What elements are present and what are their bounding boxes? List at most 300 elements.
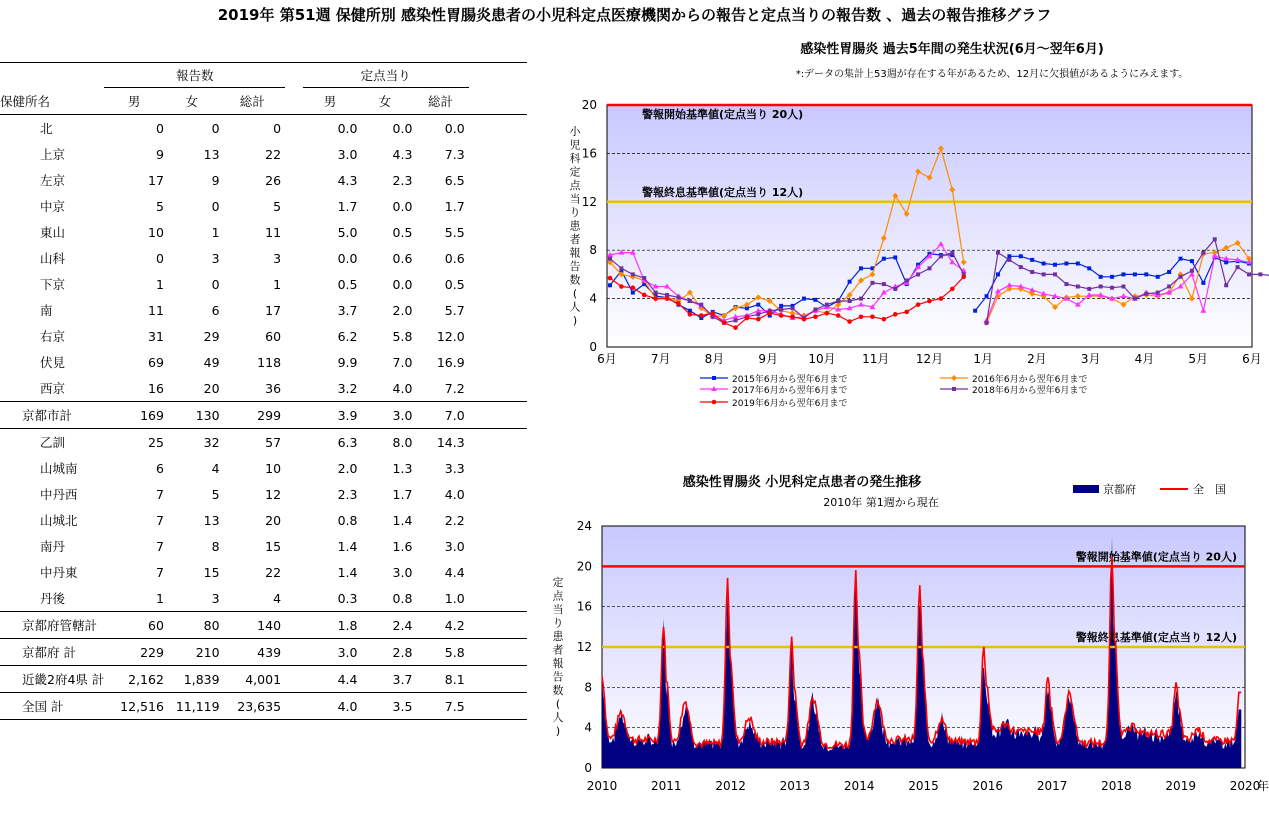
data-point	[928, 266, 932, 270]
data-point	[1247, 272, 1251, 276]
row-name: 右京	[40, 329, 66, 344]
data-point	[1030, 258, 1034, 262]
rate-cell: 0.0	[444, 120, 465, 136]
data-point	[1053, 263, 1057, 267]
rate-cell: 8.0	[392, 434, 413, 450]
data-point	[882, 317, 887, 322]
data-point	[1133, 272, 1137, 276]
count-cell: 0	[211, 198, 220, 214]
x-axis-label: 年	[1257, 779, 1269, 793]
count-cell: 1	[273, 276, 282, 292]
rate-cell: 7.0	[392, 354, 413, 370]
rate-cell: 1.7	[392, 486, 413, 502]
x-tick-label: 11月	[862, 352, 890, 366]
data-point	[665, 296, 670, 301]
x-tick-label: 7月	[650, 352, 671, 366]
rate-cell: 0.3	[337, 590, 358, 606]
rate-cell: 3.0	[337, 146, 358, 162]
count-cell: 15	[265, 538, 282, 554]
row-name: 近畿2府4県 計	[22, 672, 105, 687]
table-row	[0, 481, 527, 507]
data-point	[1179, 275, 1183, 279]
data-point	[722, 321, 727, 326]
data-point	[1110, 275, 1114, 279]
rate-cell: 7.3	[444, 146, 465, 162]
count-cell: 6	[155, 460, 164, 476]
data-point	[893, 287, 897, 291]
chart1-title: 感染性胃腸炎 過去5年間の発生状況(6月～翌年6月)	[800, 42, 1104, 57]
data-point	[1224, 283, 1228, 287]
rate-cell: 4.4	[444, 564, 465, 580]
data-point	[905, 278, 909, 282]
row-name: 東山	[40, 225, 66, 240]
table-row	[0, 455, 527, 481]
count-cell: 0	[211, 276, 220, 292]
rate-cell: 4.0	[392, 380, 413, 396]
data-point	[859, 266, 863, 270]
y-tick-label: 4	[589, 291, 597, 306]
data-point	[1087, 266, 1091, 270]
data-point	[608, 257, 612, 261]
data-point	[779, 304, 783, 308]
row-name: 伏見	[40, 355, 66, 370]
table-row	[0, 323, 527, 349]
y-tick-label: 0	[584, 761, 592, 775]
data-point	[734, 318, 738, 322]
count-cell: 22	[265, 146, 282, 162]
threshold-label: 警報開始基準値(定点当り 20人)	[1075, 550, 1237, 564]
y-tick-label: 12	[581, 194, 597, 209]
legend-label: 2016年6月から翌年6月まで	[972, 375, 1088, 385]
count-cell: 1	[155, 276, 164, 292]
table-row	[0, 271, 527, 297]
x-tick-label: 2016	[972, 779, 1004, 793]
row-name: 中京	[40, 199, 66, 214]
five-year-chart	[560, 35, 1260, 455]
row-name: 乙訓	[40, 435, 66, 450]
data-point	[996, 272, 1000, 276]
rate-cell: 14.3	[436, 434, 465, 450]
data-point	[710, 311, 715, 316]
data-point	[676, 301, 681, 306]
count-cell: 7	[155, 512, 164, 528]
y-axis-label: 小児科定点当り患者報告数(人)	[569, 125, 581, 327]
row-name: 京都府 計	[22, 645, 76, 660]
data-point	[654, 291, 658, 295]
row-name: 全国 計	[22, 699, 64, 714]
data-point	[882, 257, 886, 261]
row-name: 南丹	[40, 539, 66, 554]
data-point	[836, 313, 841, 318]
data-point	[848, 299, 852, 303]
data-point	[631, 272, 635, 276]
data-point	[904, 310, 909, 315]
x-tick-label: 4月	[1134, 352, 1155, 366]
count-cell: 1	[155, 590, 164, 606]
data-point	[836, 299, 840, 303]
data-point	[619, 266, 623, 270]
column-header-total: 総計	[239, 94, 265, 109]
count-cell: 3	[211, 250, 220, 266]
legend-item	[700, 373, 847, 385]
count-cell: 1,839	[183, 671, 220, 687]
table-row	[0, 533, 527, 559]
row-name: 北	[40, 121, 53, 136]
rate-cell: 0.0	[392, 120, 413, 136]
x-tick-label: 6月	[597, 352, 617, 366]
x-tick-label: 2014	[843, 779, 875, 793]
count-cell: 23,635	[237, 698, 282, 714]
data-point	[870, 314, 875, 319]
x-tick-label: 1月	[973, 352, 994, 366]
data-point	[985, 294, 989, 298]
rate-cell: 0.8	[392, 590, 413, 606]
y-tick-label: 4	[584, 720, 592, 735]
rate-cell: 3.0	[444, 538, 465, 554]
count-cell: 140	[257, 617, 282, 633]
count-cell: 13	[203, 512, 220, 528]
data-point	[756, 312, 760, 316]
row-name: 西京	[40, 381, 66, 396]
data-point	[1019, 254, 1023, 258]
chart2-subtitle: 2010年 第1週から現在	[823, 496, 939, 509]
legend-label: 全 国	[1193, 483, 1226, 496]
data-point	[813, 314, 818, 319]
data-point	[790, 314, 795, 319]
data-point	[813, 307, 817, 311]
data-point	[699, 303, 703, 307]
data-point	[779, 307, 783, 311]
count-cell: 15	[203, 564, 220, 580]
count-cell: 26	[265, 172, 282, 188]
count-cell: 57	[265, 434, 282, 450]
rate-cell: 6.3	[337, 434, 358, 450]
column-header-female: 女	[185, 94, 198, 109]
data-point	[848, 280, 852, 284]
data-point	[1167, 270, 1171, 274]
count-cell: 10	[148, 224, 164, 240]
data-point	[1167, 285, 1171, 289]
data-point	[1110, 286, 1114, 290]
data-point	[939, 296, 944, 301]
data-point	[882, 282, 886, 286]
count-cell: 5	[155, 198, 164, 214]
count-cell: 5	[273, 198, 282, 214]
table-row	[0, 507, 527, 533]
count-cell: 7	[155, 486, 164, 502]
table-row	[0, 141, 527, 167]
data-point	[825, 311, 830, 316]
data-point	[893, 255, 897, 259]
data-point	[1076, 285, 1080, 289]
count-cell: 31	[148, 328, 164, 344]
count-cell: 36	[265, 380, 282, 396]
table-row	[0, 402, 527, 429]
column-header-male: 男	[127, 94, 141, 109]
rate-cell: 2.3	[337, 486, 358, 502]
data-point	[1064, 262, 1068, 266]
rate-cell: 0.6	[392, 250, 413, 266]
rate-cell: 7.0	[444, 407, 465, 423]
rate-cell: 1.4	[337, 538, 358, 554]
rate-cell: 0.0	[392, 198, 413, 214]
rate-cell: 0.5	[444, 276, 465, 292]
y-tick-label: 0	[589, 340, 597, 354]
count-cell: 0	[155, 120, 164, 136]
count-cell: 118	[257, 354, 282, 370]
row-name: 丹後	[40, 591, 66, 606]
data-point	[608, 283, 612, 287]
table-row	[0, 297, 527, 323]
count-cell: 12	[265, 486, 282, 502]
legend-item	[700, 384, 847, 396]
table-row	[0, 612, 527, 639]
data-point	[859, 314, 864, 319]
rate-cell: 7.2	[444, 380, 465, 396]
rate-cell: 3.0	[337, 644, 358, 660]
table-row	[0, 666, 527, 693]
data-point	[1258, 272, 1262, 276]
y-tick-label: 20	[576, 559, 592, 574]
count-cell: 130	[195, 407, 220, 423]
data-point	[859, 297, 863, 301]
rate-cell: 0.0	[392, 276, 413, 292]
chart1-note: *:データの集計上53週が存在する年があるため、12月に欠損値があるようにみえます。	[795, 69, 1189, 80]
rate-cell: 9.9	[337, 354, 358, 370]
count-cell: 25	[148, 434, 164, 450]
data-point	[950, 287, 955, 292]
y-axis-label: 定点当り患者報告数(人)	[552, 576, 564, 738]
rate-cell: 0.0	[337, 120, 358, 136]
rate-cell: 0.5	[337, 276, 358, 292]
legend-item	[940, 373, 1087, 385]
count-cell: 6	[211, 302, 220, 318]
count-cell: 60	[148, 617, 164, 633]
count-cell: 69	[148, 354, 164, 370]
legend-label: 京都府	[1103, 483, 1136, 496]
count-cell: 5	[211, 486, 220, 502]
rate-cell: 5.5	[444, 224, 465, 240]
x-tick-label: 2月	[1027, 352, 1047, 366]
table-row	[0, 585, 527, 612]
count-cell: 17	[265, 302, 282, 318]
count-cell: 299	[257, 407, 282, 423]
x-tick-label: 8月	[704, 352, 725, 366]
rate-cell: 16.9	[436, 354, 465, 370]
group-header-count: 報告数	[104, 63, 285, 88]
x-tick-label: 3月	[1080, 352, 1101, 366]
rate-cell: 12.0	[436, 328, 465, 344]
data-point	[813, 298, 817, 302]
data-point	[756, 303, 760, 307]
x-tick-label: 2011	[651, 779, 682, 793]
count-cell: 17	[148, 172, 164, 188]
x-tick-label: 2017	[1036, 779, 1068, 793]
data-point	[642, 276, 646, 280]
table-row	[0, 167, 527, 193]
rate-cell: 0.6	[444, 250, 465, 266]
rate-cell: 5.8	[392, 328, 413, 344]
rate-cell: 2.8	[392, 644, 413, 660]
x-tick-label: 6月	[1242, 352, 1262, 366]
rate-cell: 3.0	[392, 407, 413, 423]
count-cell: 9	[155, 146, 164, 162]
rate-cell: 4.0	[337, 698, 358, 714]
count-cell: 3	[211, 590, 220, 606]
table-row	[0, 193, 527, 219]
x-tick-label: 2018	[1101, 779, 1132, 793]
count-cell: 20	[265, 512, 282, 528]
data-point	[1053, 272, 1057, 276]
data-point	[608, 276, 613, 281]
y-tick-label: 8	[584, 680, 592, 695]
data-point	[1064, 282, 1068, 286]
rate-cell: 2.3	[392, 172, 413, 188]
column-header-name: 保健所名	[0, 93, 51, 109]
data-point	[1213, 237, 1217, 241]
count-cell: 0	[211, 120, 220, 136]
column-header-female-rate: 女	[378, 94, 392, 109]
threshold-label: 警報終息基準値(定点当り 12人)	[1075, 631, 1237, 644]
data-point	[1099, 275, 1103, 279]
rate-cell: 1.3	[392, 460, 413, 476]
data-point	[1030, 270, 1034, 274]
rate-cell: 2.0	[337, 460, 358, 476]
rate-cell: 4.3	[392, 146, 413, 162]
table-row	[0, 559, 527, 585]
legend-item	[700, 397, 847, 409]
report-table	[0, 62, 527, 720]
rate-cell: 4.0	[444, 486, 465, 502]
column-header-male-rate: 男	[323, 94, 337, 109]
row-name: 中丹東	[40, 565, 78, 580]
rate-cell: 1.4	[392, 512, 413, 528]
rate-cell: 3.0	[392, 564, 413, 580]
legend-label: 2019年6月から翌年6月まで	[732, 399, 848, 409]
data-point	[688, 312, 693, 317]
legend-item	[940, 384, 1087, 396]
count-cell: 11,119	[175, 698, 220, 714]
data-point	[1190, 269, 1194, 273]
row-name: 京都市計	[22, 408, 73, 423]
count-cell: 13	[203, 146, 220, 162]
data-point	[847, 319, 852, 324]
rate-cell: 2.0	[392, 302, 413, 318]
data-point	[893, 312, 898, 317]
data-point	[653, 296, 658, 301]
count-cell: 49	[203, 354, 220, 370]
rate-cell: 7.5	[444, 698, 465, 714]
x-tick-label: 2020	[1229, 779, 1261, 793]
data-point	[825, 303, 829, 307]
x-tick-label: 5月	[1188, 352, 1209, 366]
y-tick-label: 16	[576, 599, 592, 614]
count-cell: 439	[257, 644, 282, 660]
count-cell: 210	[195, 644, 220, 660]
rate-cell: 8.1	[444, 671, 465, 687]
threshold-label: 警報開始基準値(定点当り 20人)	[642, 108, 804, 121]
data-point	[619, 284, 624, 289]
data-point	[996, 251, 1000, 255]
data-point	[631, 285, 636, 290]
x-tick-label: 9月	[758, 352, 779, 366]
data-point	[676, 295, 680, 299]
data-point	[745, 316, 750, 321]
legend-label: 2018年6月から翌年6月まで	[972, 386, 1088, 396]
data-point	[733, 325, 738, 330]
data-point	[631, 291, 635, 295]
rate-cell: 5.7	[444, 302, 465, 318]
data-point	[1121, 285, 1125, 289]
count-cell: 4,001	[245, 671, 282, 687]
data-point	[1224, 260, 1228, 264]
count-cell: 7	[155, 538, 164, 554]
rate-cell: 6.5	[444, 172, 465, 188]
x-tick-label: 2013	[779, 779, 811, 793]
count-cell: 16	[148, 380, 164, 396]
rate-cell: 1.7	[337, 198, 358, 214]
data-point	[916, 272, 920, 276]
data-point	[642, 293, 647, 298]
row-name: 下京	[40, 277, 66, 292]
count-cell: 20	[203, 380, 220, 396]
rate-cell: 0.8	[337, 512, 358, 528]
threshold-label: 警報終息基準値(定点当り 12人)	[642, 185, 804, 199]
row-name: 上京	[40, 147, 66, 162]
rate-cell: 0.5	[392, 224, 413, 240]
count-cell: 29	[203, 328, 220, 344]
rate-cell: 1.7	[444, 198, 465, 214]
rate-cell: 1.6	[392, 538, 413, 554]
table-row	[0, 693, 527, 720]
y-tick-label: 8	[589, 243, 597, 258]
rate-cell: 4.4	[337, 671, 358, 687]
data-point	[699, 313, 704, 318]
rate-cell: 1.0	[444, 590, 465, 606]
x-tick-label: 2015	[908, 779, 939, 793]
count-cell: 32	[203, 434, 220, 450]
rate-cell: 1.8	[337, 617, 358, 633]
count-cell: 169	[140, 407, 164, 423]
row-name: 京都府管轄計	[22, 618, 98, 633]
table-row	[0, 219, 527, 245]
x-tick-label: 2019	[1165, 779, 1196, 793]
row-name: 山城南	[40, 461, 78, 476]
table-row	[0, 115, 527, 142]
data-point	[927, 299, 932, 304]
count-cell: 7	[155, 564, 164, 580]
count-cell: 3	[273, 250, 282, 266]
legend-item	[1073, 482, 1136, 496]
y-tick-label: 24	[576, 519, 592, 533]
y-tick-label: 16	[581, 146, 597, 161]
data-point	[767, 311, 772, 316]
count-cell: 60	[265, 328, 282, 344]
rate-cell: 0.0	[337, 250, 358, 266]
data-point	[1236, 265, 1240, 269]
data-point	[802, 317, 807, 322]
count-cell: 229	[140, 644, 164, 660]
rate-cell: 6.2	[337, 328, 358, 344]
rate-cell: 3.5	[392, 698, 413, 714]
data-point	[1099, 285, 1103, 289]
data-point	[1201, 281, 1205, 285]
count-cell: 0	[273, 120, 282, 136]
count-cell: 80	[203, 617, 220, 633]
rate-cell: 5.0	[337, 224, 358, 240]
rate-cell: 4.3	[337, 172, 358, 188]
data-point	[1144, 272, 1148, 276]
